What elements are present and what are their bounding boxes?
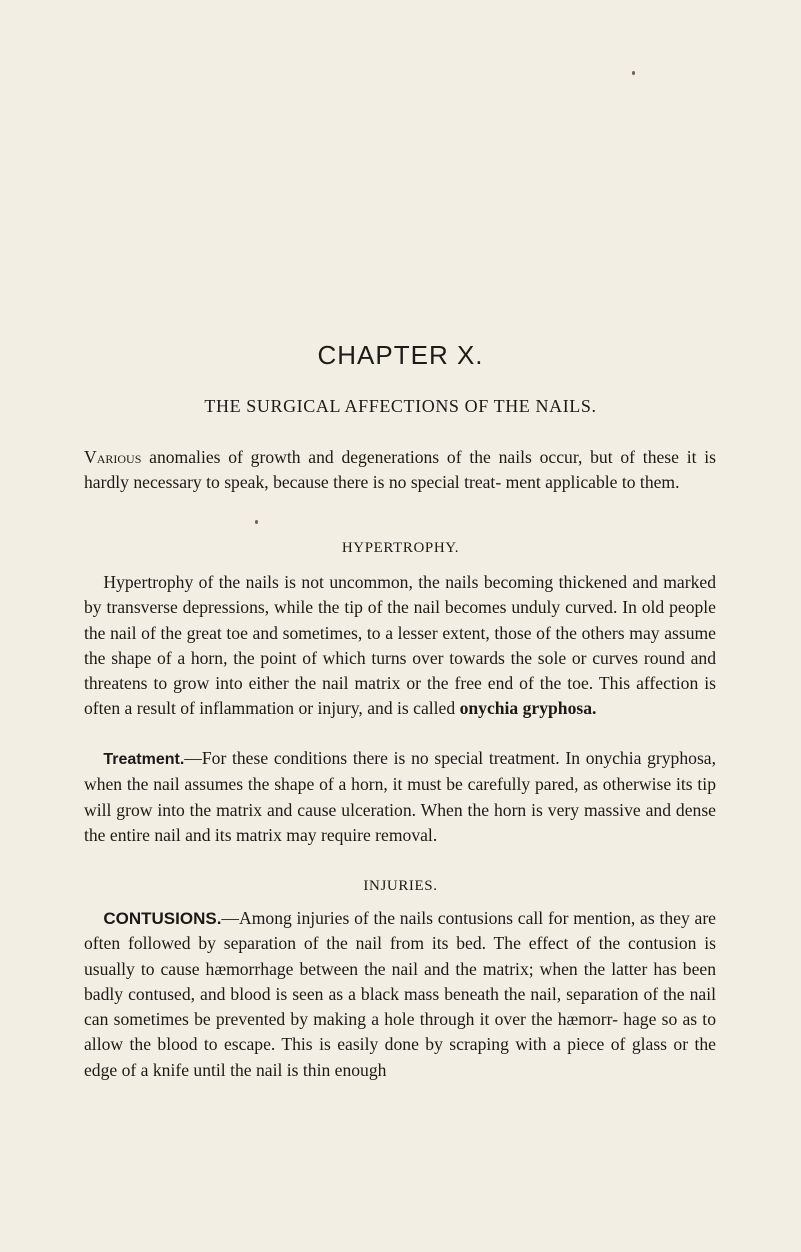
intro-text: anomalies of growth and degenerations of the nails occur, but of these it is hardly necessary to speak, because there is no special treat- ment applicable to them. [84, 447, 716, 493]
chapter-title: THE SURGICAL AFFECTIONS OF THE NAILS. [204, 396, 597, 416]
treatment-paragraph [84, 746, 716, 848]
hypertrophy-paragraph [84, 570, 716, 722]
section-heading-hypertrophy: HYPERTROPHY. [341, 540, 460, 556]
term-onychia-gryphosa: onychia gryphosa. [459, 698, 597, 719]
paper-speck [255, 520, 258, 524]
section-heading-injuries: INJURIES. [363, 878, 438, 894]
contusions-label: CONTUSIONS. [103, 909, 222, 928]
contusions-text: —Among injuries of the nails contusions call for mention, as they are often followed by separation of the nail from its bed. The effect of the contusion is usually to cause hæmorrhage between the nail and the matrix; when the latter has been badly contused, and blood is seen as a black mass beneath the nail, separation of the nail can sometimes be prevented by making a hole through it over the hæmorr- hage so as to allow the blood to escape. This is easily done by scraping with a piece of glass or the edge of a knife until the nail is thin enough [84, 908, 716, 1080]
hypertrophy-text: Hypertrophy of the nails is not uncommon, the nails becoming thickened and marked by transverse depressions, while the tip of the nail becomes unduly curved. In old people the nail of the great toe and sometimes, to a lesser extent, those of the others may assume the shape of a horn, the point of which turns over towards the sole or curves round and threatens to grow into either the nail matrix or the free end of the toe. This affection is often a result of inflammation or injury, and is called [84, 572, 716, 719]
treatment-text: —For these conditions there is no special treatment. In onychia gryphosa, when the nail assumes the shape of a horn, it must be carefully pared, as otherwise its tip will grow into the matrix and cause ulceration. When the horn is very massive and dense the entire nail and its matrix may require removal. [84, 748, 716, 845]
paper-speck [632, 71, 635, 75]
intro-paragraph [84, 445, 716, 496]
intro-lead-word: Various [84, 447, 142, 467]
treatment-label: Treatment. [103, 751, 185, 768]
contusions-paragraph [84, 906, 716, 1083]
chapter-heading: CHAPTER X. [317, 340, 484, 370]
